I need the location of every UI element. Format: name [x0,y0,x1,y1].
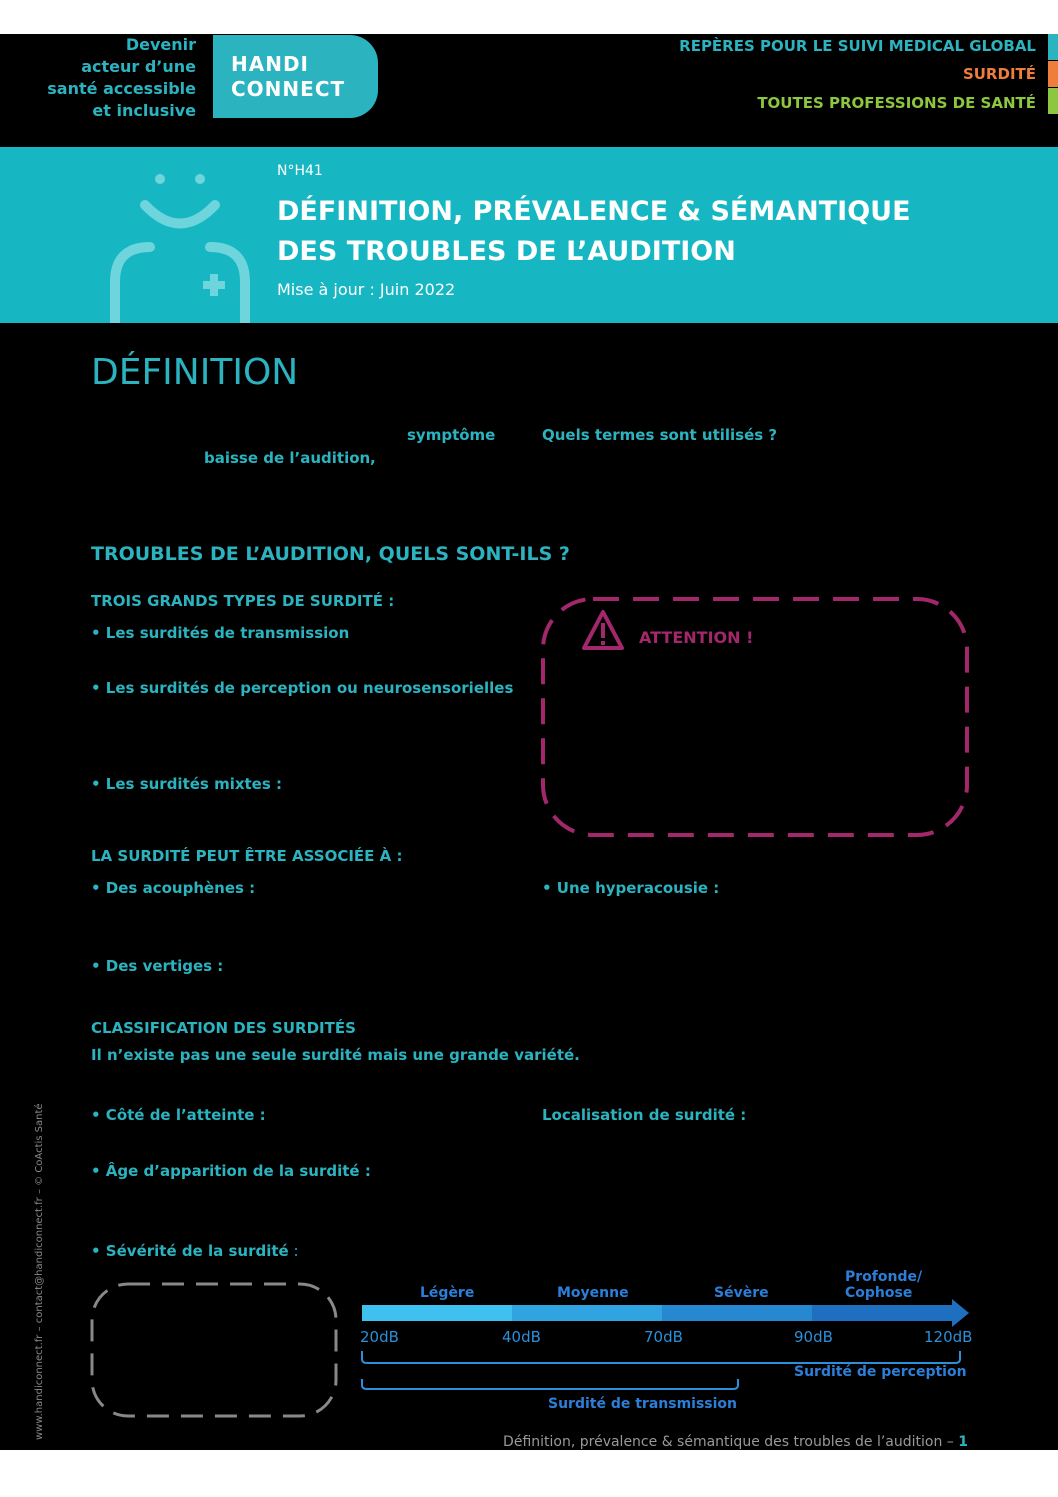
scale-segment-moyenne [512,1305,662,1321]
assoc-acouphenes: • Des acouphènes : [91,879,256,897]
warning-icon [584,612,622,648]
perception-label: Surdité de perception [794,1364,967,1380]
db-120: 120dB [924,1328,973,1346]
class-age: • Âge d’apparition de la surdité : [91,1162,371,1180]
tab-green [1048,88,1058,114]
logo-line1: HANDI [231,52,309,76]
classification-intro: Il n’existe pas une seule surdité mais une grande variété. [91,1046,580,1064]
side-credits: www.handiconnect.fr – contact@handiconnect.fr – © CoActis Santé [34,1103,45,1440]
tab-teal [1048,34,1058,60]
scale-label-legere: Légère [420,1285,475,1301]
page-number: 1 [958,1434,968,1450]
transmission-bracket [362,1379,738,1389]
db-90: 90dB [794,1328,833,1346]
assoc-vertiges: • Des vertiges : [91,957,224,975]
attention-label: ATTENTION ! [639,628,754,647]
doctor-illustration-icon [100,147,270,323]
association-heading: LA SURDITÉ PEUT ÊTRE ASSOCIÉE À : [91,847,403,865]
tagline-line: acteur d’une [81,57,196,76]
footer-text: Définition, prévalence & sémantique des troubles de l’audition – [503,1434,959,1450]
tagline-line: Devenir [125,35,196,54]
classification-heading: CLASSIFICATION DES SURDITÉS [91,1019,356,1037]
class-localisation: Localisation de surdité : [542,1106,747,1124]
db-70: 70dB [644,1328,683,1346]
scale-arrow-icon [952,1299,969,1327]
scale-label-moyenne: Moyenne [557,1285,629,1301]
assoc-hyperacousie: • Une hyperacousie : [542,879,720,897]
tagline [20,34,196,122]
update-date: Mise à jour : Juin 2022 [277,280,456,299]
header-category: REPÈRES POUR LE SUIVI MEDICAL GLOBAL [679,37,1036,55]
scale-label-severe: Sévère [714,1285,769,1301]
profonde-line1: Profonde/ [845,1269,923,1285]
keyword-question: Quels termes sont utilisés ? [542,426,778,444]
document-title [277,192,1017,272]
attention-box [538,594,972,840]
tab-orange [1048,61,1058,87]
header-topic: SURDITÉ [962,65,1036,83]
handiconnect-logo [213,35,378,118]
db-20: 20dB [360,1328,399,1346]
profonde-line2: Cophose [845,1285,913,1301]
title-line2: DES TROUBLES DE L’AUDITION [277,236,736,267]
severite-label: • Sévérité de la surdité [91,1242,289,1260]
section-heading-definition: DÉFINITION [91,352,299,393]
severite-colon: : [288,1242,299,1260]
scale-segment-severe [662,1305,812,1321]
keyword-baisse: baisse de l’audition [204,449,371,467]
header-audience: TOUTES PROFESSIONS DE SANTÉ [757,94,1036,112]
section-heading-troubles: TROUBLES DE L’AUDITION, QUELS SONT-ILS ? [91,543,570,565]
scale-segment-profonde [812,1305,952,1321]
logo-line2: CONNECT [231,77,346,101]
title-line1: DÉFINITION, PRÉVALENCE & SÉMANTIQUE [277,196,911,227]
tagline-line: et inclusive [92,101,196,120]
note-box [88,1280,340,1420]
type-perception: • Les surdités de perception ou neurosensorielles [91,679,514,697]
scale-label-profonde [845,1269,922,1301]
scale-segment-legere [362,1305,512,1321]
class-cote: • Côté de l’atteinte : [91,1106,266,1124]
transmission-label: Surdité de transmission [548,1396,738,1412]
document-number: N°H41 [277,163,323,179]
types-heading: TROIS GRANDS TYPES DE SURDITÉ : [91,592,395,610]
type-transmission: • Les surdités de transmission [91,624,350,642]
type-mixtes: • Les surdités mixtes : [91,775,283,793]
perception-bracket [362,1351,960,1363]
tagline-line: santé accessible [47,79,196,98]
db-40: 40dB [502,1328,541,1346]
page-footer [503,1434,968,1450]
class-severite [91,1242,299,1260]
keyword-comma: , [370,449,376,467]
keyword-symptome: symptôme [407,426,496,444]
